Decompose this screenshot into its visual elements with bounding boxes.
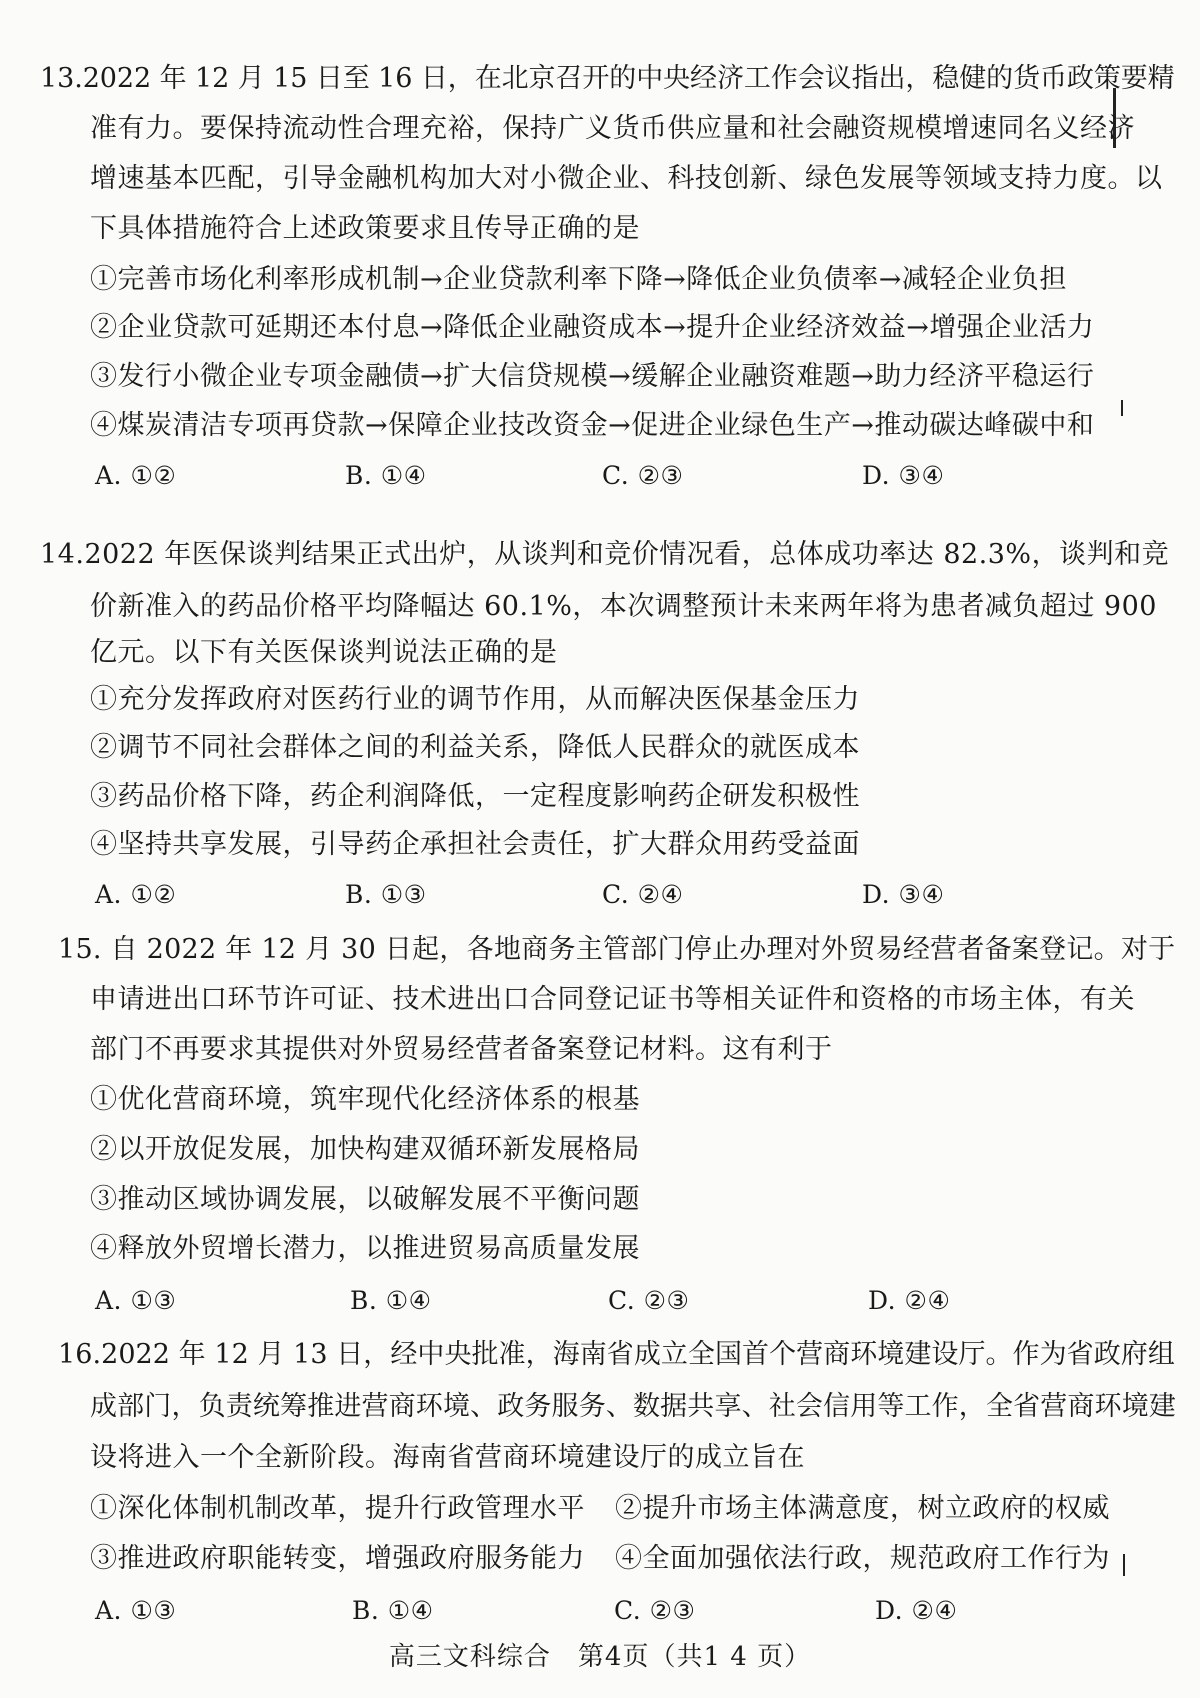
answer-choice-d: D. ②④ [868,1286,951,1315]
statement-option: ②企业贷款可延期还本付息→降低企业融资成本→提升企业经济效益→增强企业活力 [90,312,1095,343]
answer-choice-d: D. ②④ [875,1596,958,1625]
statement-option: ③推进政府职能转变，增强政府服务能力 [90,1543,585,1574]
answer-choice-b: B. ①④ [350,1286,432,1315]
answer-choice-a: A. ①③ [95,1286,177,1315]
statement-option: ②提升市场主体满意度，树立政府的权威 [615,1493,1110,1524]
statement-option: ②调节不同社会群体之间的利益关系，降低人民群众的就医成本 [90,732,860,763]
statement-option: ④煤炭清洁专项再贷款→保障企业技改资金→促进企业绿色生产→推动碳达峰碳中和 [90,410,1095,441]
statement-option: ①优化营商环境，筑牢现代化经济体系的根基 [90,1084,640,1115]
answer-choice-c: C. ②③ [614,1596,696,1625]
answer-choice-c: C. ②③ [602,461,684,490]
statement-option: ③药品价格下降，药企利润降低，一定程度影响药企研发积极性 [90,781,860,812]
question-stem-line: 增速基本匹配，引导金融机构加大对小微企业、科技创新、绿色发展等领域支持力度。以 [90,163,1163,194]
statement-option: ④全面加强依法行政，规范政府工作行为 [615,1543,1110,1574]
question-stem-line: 部门不再要求其提供对外贸易经营者备案登记材料。这有利于 [90,1034,833,1065]
answer-choice-a: A. ①③ [95,1596,177,1625]
question-stem-line: 下具体措施符合上述政策要求且传导正确的是 [90,213,640,244]
answer-choice-a: A. ①② [95,880,177,909]
question-stem-line: 准有力。要保持流动性合理充裕，保持广义货币供应量和社会融资规模增速同名义经济 [90,113,1135,144]
statement-option: ④坚持共享发展，引导药企承担社会责任，扩大群众用药受益面 [90,829,860,860]
statement-option: ①充分发挥政府对医药行业的调节作用，从而解决医保基金压力 [90,684,860,715]
question-stem-line: 15. 自 2022 年 12 月 30 日起，各地商务主管部门停止办理对外贸易经营者备案登记。对于 [58,934,1176,965]
statement-option: ①完善市场化利率形成机制→企业贷款利率下降→降低企业负债率→减轻企业负担 [90,264,1067,295]
question-stem-line: 设将进入一个全新阶段。海南省营商环境建设厅的成立旨在 [90,1442,805,1473]
scan-mark [1123,1554,1125,1576]
question-stem-line: 14.2022 年医保谈判结果正式出炉，从谈判和竞价情况看，总体成功率达 82.3%，谈判和竞 [40,539,1170,570]
answer-choice-b: B. ①④ [352,1596,434,1625]
question-stem-line: 价新准入的药品价格平均降幅达 60.1%，本次调整预计未来两年将为患者减负超过 900 [90,591,1157,622]
answer-choice-d: D. ③④ [862,461,945,490]
question-stem-line: 成部门，负责统筹推进营商环境、政务服务、数据共享、社会信用等工作，全省营商环境建 [90,1391,1176,1422]
statement-option: ①深化体制机制改革，提升行政管理水平 [90,1493,585,1524]
question-stem-line: 亿元。以下有关医保谈判说法正确的是 [90,637,558,668]
question-stem-line: 16.2022 年 12 月 13 日，经中央批准，海南省成立全国首个营商环境建设厅。作为省政府组 [58,1339,1175,1370]
statement-option: ③发行小微企业专项金融债→扩大信贷规模→缓解企业融资难题→助力经济平稳运行 [90,361,1095,392]
answer-choice-d: D. ③④ [862,880,945,909]
answer-choice-b: B. ①③ [345,880,427,909]
scan-mark [1121,400,1123,416]
statement-option: ②以开放促发展，加快构建双循环新发展格局 [90,1134,640,1165]
answer-choice-a: A. ①② [95,461,177,490]
answer-choice-b: B. ①④ [345,461,427,490]
page-footer: 高三文科综合 第4页（共1 4 页） [388,1642,812,1672]
statement-option: ③推动区域协调发展，以破解发展不平衡问题 [90,1184,640,1215]
answer-choice-c: C. ②③ [608,1286,690,1315]
answer-choice-c: C. ②④ [602,880,684,909]
question-stem-line: 申请进出口环节许可证、技术进出口合同登记证书等相关证件和资格的市场主体，有关 [90,984,1135,1015]
question-stem-line: 13.2022 年 12 月 15 日至 16 日，在北京召开的中央经济工作会议指出，稳健的货币政策要精 [40,63,1175,94]
statement-option: ④释放外贸增长潜力，以推进贸易高质量发展 [90,1233,640,1264]
